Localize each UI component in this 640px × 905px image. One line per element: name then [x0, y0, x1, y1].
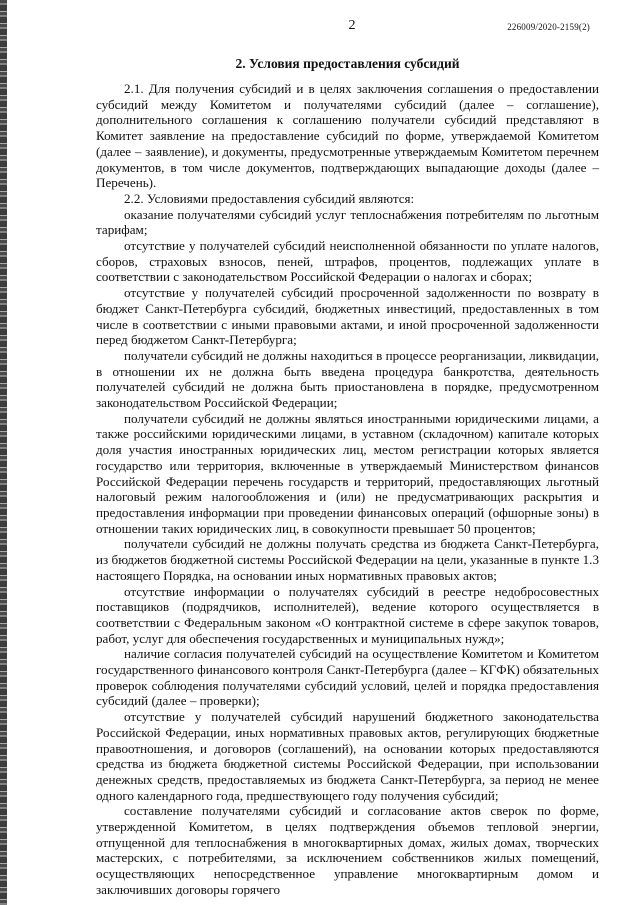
page-number: 2 — [348, 18, 356, 33]
scan-edge — [0, 0, 7, 905]
paragraph: получатели субсидий не должны находиться в процессе реорганизации, ликвидации, в отношении их не должна быть введена процедура банкротства, деятельность получателей субсидий не должна быть приостановлена в порядке, предусмотренном законодательством Российской Федерации; — [96, 347, 599, 411]
paragraph: составление получателями субсидий и согласование актов сверок по форме, утвержденной Комитетом, в целях подтверждения объемов тепловой энергии, отпущенной для теплоснабжения в многоквартирных домах, жилых домах, творческих мастерских, с потребителями, за исключением собственников жилых помещений, осуществляющих непосредственное управление многоквартирным домом и заключивших договоры горячего — [96, 803, 599, 897]
paragraph: отсутствие у получателей субсидий неисполненной обязанности по уплате налогов, сборов, страховых взносов, пеней, штрафов, процентов, подлежащих уплате в соответствии с законодательством Российской Федерации о налогах и сборах; — [96, 238, 599, 285]
paragraph: 2.2. Условиями предоставления субсидий являются: — [124, 190, 415, 206]
section-title: 2. Условия предоставления субсидий — [235, 56, 460, 71]
paragraph: получатели субсидий не должны являться иностранными юридическими лицами, а также российскими юридическими лицами, в уставном (складочном) капитале которых доля участия иностранных юридических лиц, местом регистрации которых является государство или территория, включенные в утверждаемый Министерством финансов Российской Федерации перечень государств и территорий, предоставляющих льготный налоговый режим налогообложения и (или) не предусматривающих раскрытия и предоставления информации при проведении финансовых операций (офшорные зоны) в отношении таких юридических лиц, в совокупности превышает 50 процентов; — [96, 410, 599, 536]
paragraph: 2.1. Для получения субсидий и в целях заключения соглашения о предоставлении субсидий между Комитетом и получателями субсидий (далее – соглашение), дополнительного соглашения к соглашению получатели субсидий представляют в Комитет заявление на предоставление субсидий по форме, утверждаемой Комитетом (далее – заявление), и документы, предусмотренные утверждаемым Комитетом перечнем документов, в том числе документов, подтверждающих выпадающие доходы (далее – Перечень). — [96, 81, 599, 191]
paragraph: отсутствие у получателей субсидий просроченной задолженности по возврату в бюджет Санкт-Петербурга субсидий, бюджетных инвестиций, предоставленных в том числе в соответствии с иными правовыми актами, и иной просроченной задолженности перед бюджетом Санкт-Петербурга; — [96, 285, 599, 348]
paragraph: отсутствие у получателей субсидий нарушений бюджетного законодательства Российской Федерации, иных нормативных правовых актов, регулирующих бюджетные правоотношения, и договоров (соглашений), на основании которых предоставляются средства из бюджета бюджетной системы Российской Федерации, при использовании денежных средств, предоставляемых из бюджета Санкт-Петербурга, за период не менее одного календарного года, предшествующего году получения субсидий; — [96, 709, 599, 803]
paragraph: получатели субсидий не должны получать средства из бюджета Санкт-Петербурга, из бюджетов бюджетной системы Российской Федерации на цели, указанные в пункте 1.3 настоящего Порядка, на основании иных нормативных правовых актов; — [96, 536, 599, 583]
paragraph: отсутствие информации о получателях субсидий в реестре недобросовестных поставщиков (подрядчиков, исполнителей), ведение которого осуществляется в соответствии с Федеральным законом «О контрактной системе в сфере закупок товаров, работ, услуг для обеспечения государственных и муниципальных нужд»; — [96, 583, 599, 646]
document-body — [96, 56, 599, 898]
document-code: 226009/2020-2159(2) — [507, 22, 590, 32]
paragraph: оказание получателями субсидий услуг теплоснабжения потребителям по льготным тарифам; — [96, 206, 599, 238]
paragraph: наличие согласия получателей субсидий на осуществление Комитетом и Комитетом государственного финансового контроля Санкт-Петербурга (далее – КГФК) обязательных проверок соблюдения получателями субсидий условий, целей и порядка предоставления субсидий (далее – проверки); — [96, 646, 599, 709]
